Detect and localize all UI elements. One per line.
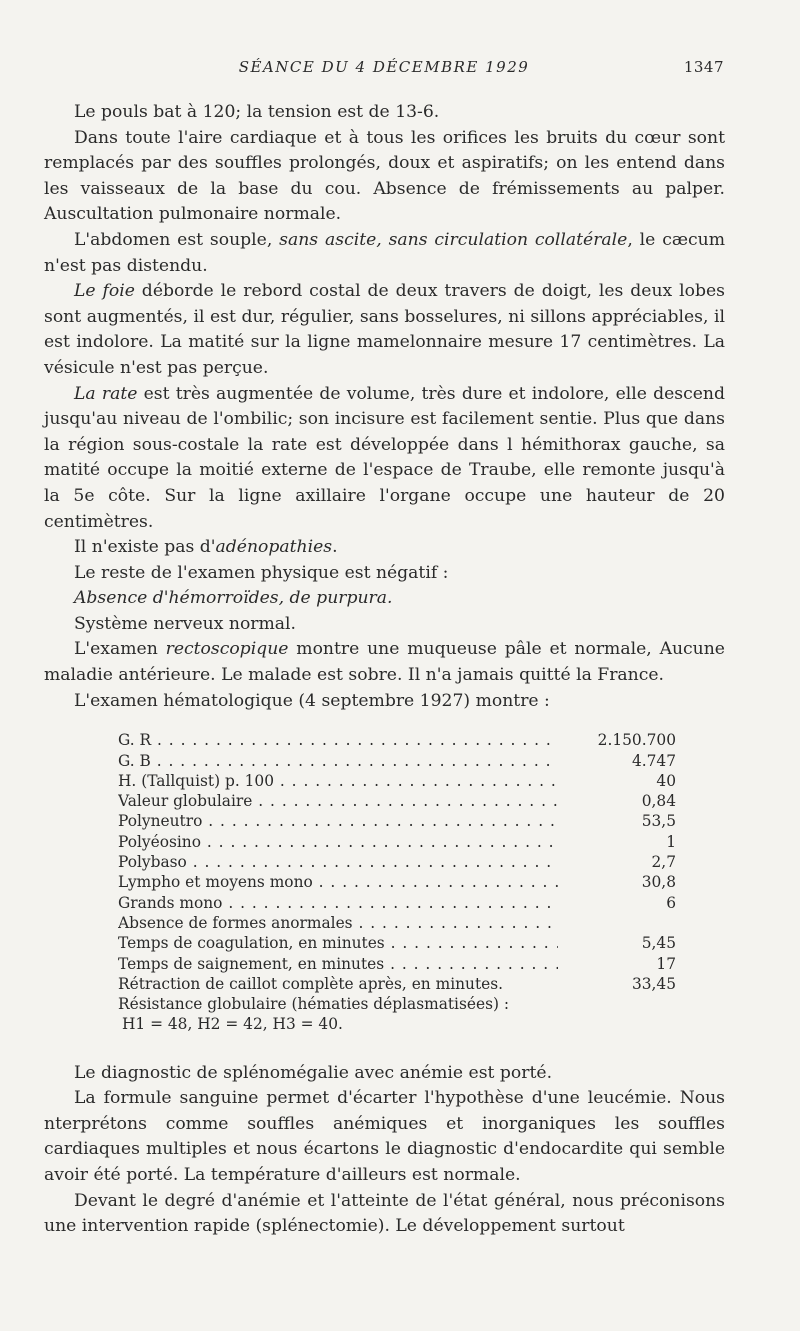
row-label: Temps de coagulation, en minutes . . . bbox=[118, 933, 558, 953]
table-row bbox=[118, 1014, 684, 1034]
table-row bbox=[118, 974, 684, 994]
text-run: La formule sanguine permet d'écarter l'hypothèse d'une leucémie. Nous nterprétons comme souffles anémiques et inorganiques les souffles cardiaques multiples et nous écartons le diagnostic d'endocardite qui semble avoir été porté. La température d'ailleurs est normale. bbox=[44, 1088, 725, 1186]
text-run: Devant le degré d'anémie et l'atteinte de l'état général, nous préconisons une intervention rapide (splénectomie). Le développement surtout bbox=[44, 1190, 725, 1237]
paragraph bbox=[44, 228, 725, 279]
row-value: 17 bbox=[656, 954, 676, 973]
text-run: Le reste de l'examen physique est négatif : bbox=[74, 562, 449, 583]
body-text bbox=[44, 100, 725, 1240]
running-header bbox=[44, 58, 724, 82]
table-row bbox=[118, 771, 684, 791]
row-value: 6 bbox=[666, 893, 676, 912]
italic-text: rectoscopique bbox=[165, 639, 289, 660]
italic-text: adénopathies bbox=[215, 537, 333, 558]
row-value: 33,45 bbox=[631, 974, 676, 993]
table-row bbox=[118, 730, 684, 750]
row-label: Polybaso . . . bbox=[118, 852, 558, 872]
paragraph bbox=[44, 561, 725, 587]
italic-text: sans ascite, sans circulation collatérale bbox=[279, 229, 628, 250]
row-label: Absence de formes anormales . . . bbox=[118, 913, 558, 933]
paragraph bbox=[44, 1061, 725, 1087]
row-label: Résistance globulaire (hématies déplasmatisées) : bbox=[118, 995, 510, 1014]
row-value: 2,7 bbox=[651, 853, 676, 872]
paragraphs-after-table bbox=[44, 1061, 725, 1240]
text-run: Système nerveux normal. bbox=[74, 613, 297, 634]
text-run: Le diagnostic de splénomégalie avec anémie est porté. bbox=[74, 1062, 553, 1083]
table-row bbox=[118, 832, 684, 852]
row-label: G. R . . . bbox=[118, 730, 558, 750]
table-row bbox=[118, 791, 684, 811]
row-label: Rétraction de caillot complète après, en minutes. bbox=[118, 974, 504, 993]
row-label: G. B . . . bbox=[118, 751, 558, 771]
page-number: 1347 bbox=[683, 58, 724, 76]
row-label: H. (Tallquist) p. 100 . . . bbox=[118, 771, 558, 791]
paragraph bbox=[44, 586, 725, 612]
text-run: déborde le rebord costal de deux travers de doigt, les deux lobes sont augmentés, il est dur, régulier, sans bosselures, ni sillons appréciables, il est indolore. La matité sur la ligne mamelonnaire mesure 17 centimètres. La vésicule n'est pas perçue. bbox=[44, 281, 725, 378]
italic-text: La rate bbox=[74, 383, 138, 404]
text-run: montre une muqueuse pâle et normale, Aucune maladie antérieure. Le malade est sobre. Il n'a jamais quitté la France. bbox=[44, 639, 725, 686]
paragraph bbox=[44, 637, 725, 688]
text-run: . bbox=[332, 537, 338, 558]
table-row bbox=[118, 852, 684, 872]
italic-text: Absence d'hémorroïdes, de purpura. bbox=[74, 588, 393, 609]
row-value: 40 bbox=[656, 771, 676, 790]
paragraph bbox=[44, 1086, 725, 1188]
paragraphs-before-table bbox=[44, 100, 725, 714]
table-row bbox=[118, 933, 684, 953]
row-label: Temps de saignement, en minutes . . . bbox=[118, 954, 558, 974]
paragraph bbox=[44, 535, 725, 561]
paragraph bbox=[44, 100, 725, 126]
row-label: H1 = 48, H2 = 42, H3 = 40. bbox=[122, 1015, 343, 1034]
table-row bbox=[118, 893, 684, 913]
row-value: 0,84 bbox=[641, 792, 676, 811]
text-run: L'examen bbox=[74, 639, 166, 660]
row-label: Polyéosino . . . bbox=[118, 832, 558, 852]
hematology-table bbox=[118, 730, 684, 1034]
table-row bbox=[118, 872, 684, 892]
italic-text: Le foie bbox=[74, 281, 135, 302]
running-title: SÉANCE DU 4 DÉCEMBRE 1929 bbox=[238, 58, 530, 76]
text-run: L'examen hématologique (4 septembre 1927) montre : bbox=[74, 690, 550, 711]
paragraph bbox=[44, 689, 725, 715]
row-label: Valeur globulaire . . . bbox=[118, 791, 558, 811]
row-label: Grands mono . . . bbox=[118, 893, 558, 913]
text-run: L'abdomen est souple, bbox=[74, 229, 280, 250]
paragraph bbox=[44, 612, 725, 638]
text-run: est très augmentée de volume, très dure et indolore, elle descend jusqu'au niveau de l'ombilic; son incisure est facilement sentie. Plus que dans la région sous-costale la rate est développée dans l hémithorax gauche, sa matité occupe la moitié externe de l'espace de Traube, elle remonte jusqu'à la 5e côte. Sur la ligne axillaire l'organe occupe une hauteur de 20 centimètres. bbox=[44, 383, 726, 532]
row-value: 1 bbox=[666, 832, 676, 851]
row-label: Lympho et moyens mono . . . bbox=[118, 872, 558, 892]
text-run: Dans toute l'aire cardiaque et à tous les orifices les bruits du cœur sont remplacés par des souffles prolongés, doux et aspiratifs; on les entend dans les vaisseaux de la base du cou. Absence de frémissements au palper. Auscultation pulmonaire normale. bbox=[44, 127, 725, 225]
paragraph bbox=[44, 382, 725, 536]
paragraph bbox=[44, 1189, 725, 1240]
table-row bbox=[118, 994, 684, 1014]
row-value: 2.150.700 bbox=[597, 731, 676, 750]
row-value: 30,8 bbox=[641, 873, 676, 892]
paragraph bbox=[44, 126, 725, 228]
text-run: Le pouls bat à 120; la tension est de 13-6. bbox=[74, 102, 440, 122]
row-value: 4.747 bbox=[631, 751, 676, 770]
table-row bbox=[118, 954, 684, 974]
row-value: 5,45 bbox=[641, 934, 676, 953]
table-row bbox=[118, 913, 684, 933]
paragraph bbox=[44, 279, 725, 381]
text-run: , le cæcum n'est pas distendu. bbox=[44, 229, 725, 276]
text-run: Il n'existe pas d' bbox=[74, 537, 216, 558]
table-row bbox=[118, 811, 684, 831]
row-label: Polyneutro . . . bbox=[118, 811, 558, 831]
table-row bbox=[118, 751, 684, 771]
row-value: 53,5 bbox=[641, 812, 676, 831]
